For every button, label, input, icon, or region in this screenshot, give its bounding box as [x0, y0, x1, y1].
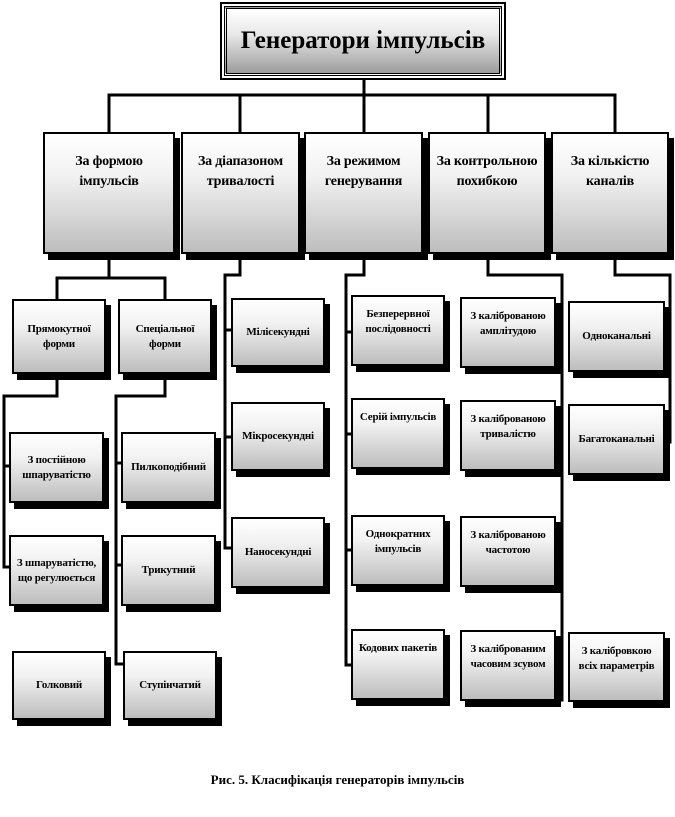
item-constant-duty-cycle: З постійною шпаруватістю: [9, 432, 104, 503]
item-all-parameters-calibration: З калібровкою всіх параметрів: [568, 632, 665, 702]
item-sawtooth: Пилкоподібний: [121, 432, 216, 503]
item-single-pulses: Однократних імпульсів: [351, 515, 445, 586]
figure-caption: Рис. 5. Класифікація генераторів імпульсів: [210, 772, 465, 787]
item-calibrated-frequency: З каліброваною частотою: [460, 516, 556, 587]
item-code-packets: Кодових пакетів: [351, 629, 445, 700]
item-adjustable-duty-cycle: З шпаруватістю, що регулюється: [9, 535, 104, 606]
category-form: За формою імпульсів: [43, 132, 175, 254]
category-mode: За режимом генерування: [304, 132, 423, 254]
item-multi-channel: Багатоканальні: [568, 404, 665, 475]
item-single-channel: Одноканальні: [568, 301, 665, 372]
diagram-title: Генератори імпульсів: [224, 6, 502, 76]
item-needle: Голковий: [12, 651, 106, 720]
item-continuous-sequence: Безперервної послідовності: [351, 295, 445, 366]
group-rectangular-form: Прямокутної форми: [12, 299, 106, 374]
item-nanoseconds: Наносекундні: [231, 517, 325, 588]
item-microseconds: Мікросекундні: [231, 402, 325, 471]
item-calibrated-time-shift: З каліброваним часовим зсувом: [460, 630, 556, 701]
category-error: За контрольною похибкою: [428, 132, 546, 254]
item-triangular: Трикутний: [121, 535, 216, 606]
item-calibrated-amplitude: З каліброваною амплітудою: [460, 297, 556, 368]
item-milliseconds: Мілісекундні: [231, 298, 325, 367]
item-stepped: Ступінчатий: [123, 651, 217, 720]
item-pulse-series: Серій імпульсів: [351, 398, 445, 469]
category-duration: За діапазоном тривалості: [181, 132, 300, 254]
category-channels: За кількістю каналів: [551, 132, 669, 254]
group-special-form: Спеціальної форми: [118, 299, 212, 374]
item-calibrated-duration: З каліброваною тривалістю: [460, 400, 556, 471]
connector-special-items: [116, 374, 165, 664]
